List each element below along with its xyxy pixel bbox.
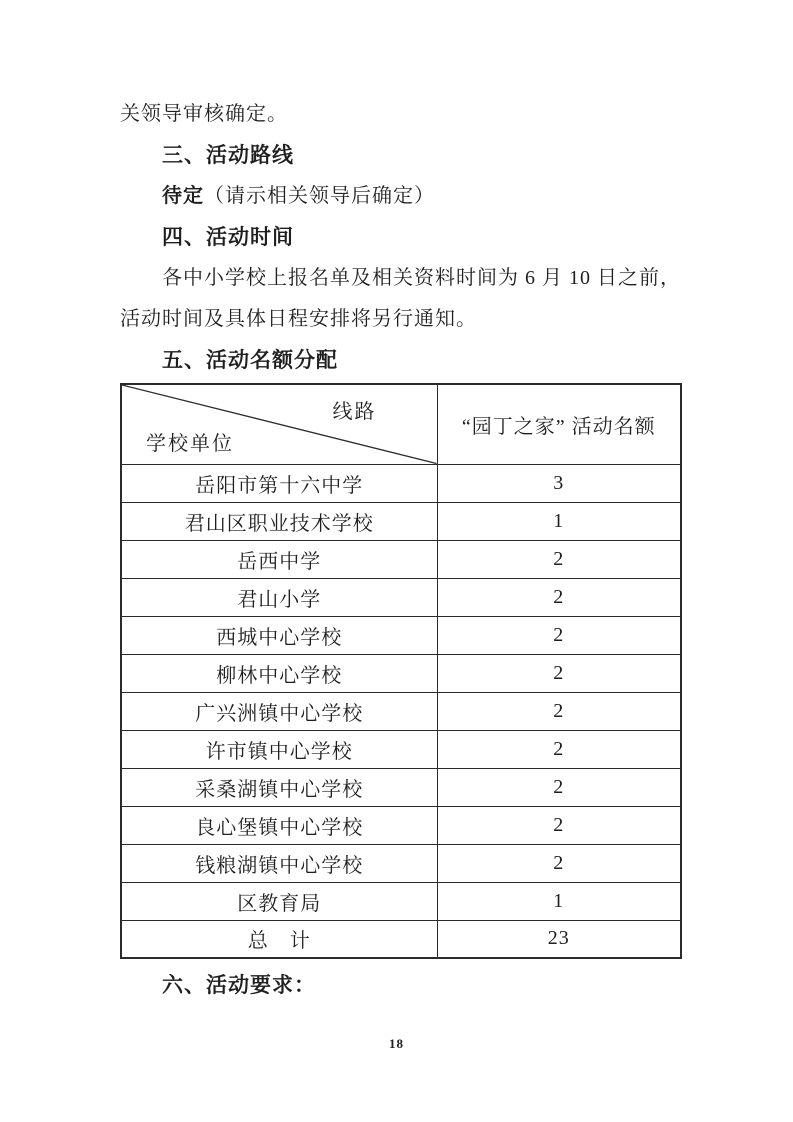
table-row: [121, 464, 681, 502]
table-header-row: [121, 384, 681, 464]
table-row: [121, 768, 681, 806]
quota-cell: 2: [437, 692, 681, 730]
route-status-text: 待定: [162, 185, 204, 207]
table-row: [121, 616, 681, 654]
quota-cell: 2: [437, 654, 681, 692]
school-cell: 采桑湖镇中心学校: [121, 768, 437, 806]
school-cell: 总 计: [121, 920, 437, 958]
table-row: [121, 502, 681, 540]
quota-cell: 3: [437, 464, 681, 502]
section-route-heading: 三、活动路线: [162, 144, 294, 167]
school-cell: 广兴洲镇中心学校: [121, 692, 437, 730]
quota-cell: 1: [437, 882, 681, 920]
table-row: [121, 882, 681, 920]
table-row: [121, 920, 681, 958]
school-cell: 君山区职业技术学校: [121, 502, 437, 540]
corner-label-school: 学校单位: [146, 432, 234, 455]
table-row: [121, 806, 681, 844]
quota-header-cell: “园丁之家” 活动名额: [437, 384, 681, 464]
time-paragraph-line1: 各中小学校上报名单及相关资料时间为 6 月 10 日之前，: [162, 267, 681, 289]
corner-header-cell: [121, 384, 437, 464]
quota-cell: 1: [437, 502, 681, 540]
table-row: [121, 540, 681, 578]
table-row: [121, 692, 681, 730]
quota-cell: 2: [437, 730, 681, 768]
section-time-heading: 四、活动时间: [162, 226, 294, 249]
quota-cell: 2: [437, 540, 681, 578]
continuation-text: 关领导审核确定。: [120, 103, 288, 125]
page-number: 18: [389, 1036, 404, 1051]
school-cell: 良心堡镇中心学校: [121, 806, 437, 844]
table-row: [121, 844, 681, 882]
table-row: [121, 578, 681, 616]
school-cell: 君山小学: [121, 578, 437, 616]
quota-cell: 2: [437, 844, 681, 882]
school-cell: 许市镇中心学校: [121, 730, 437, 768]
school-cell: 区教育局: [121, 882, 437, 920]
section-quota-heading: 五、活动名额分配: [162, 349, 338, 372]
quota-cell: 2: [437, 806, 681, 844]
quota-cell: 2: [437, 768, 681, 806]
school-cell: 钱粮湖镇中心学校: [121, 844, 437, 882]
quota-cell: 2: [437, 578, 681, 616]
table-row: [121, 654, 681, 692]
page-content: [120, 94, 682, 1006]
school-cell: 岳阳市第十六中学: [121, 464, 437, 502]
table-row: [121, 730, 681, 768]
section-requirements-heading: 六、活动要求：: [162, 974, 316, 997]
school-cell: 柳林中心学校: [121, 654, 437, 692]
quota-table: [120, 383, 682, 959]
school-cell: 岳西中学: [121, 540, 437, 578]
section-route-body: [120, 176, 682, 217]
quota-cell: 23: [437, 920, 681, 958]
school-cell: 西城中心学校: [121, 616, 437, 654]
corner-label-route: 线路: [332, 401, 377, 423]
time-paragraph-line2: 活动时间及具体日程安排将另行通知。: [120, 308, 477, 330]
route-status-note: （请示相关领导后确定）: [204, 185, 435, 207]
quota-cell: 2: [437, 616, 681, 654]
